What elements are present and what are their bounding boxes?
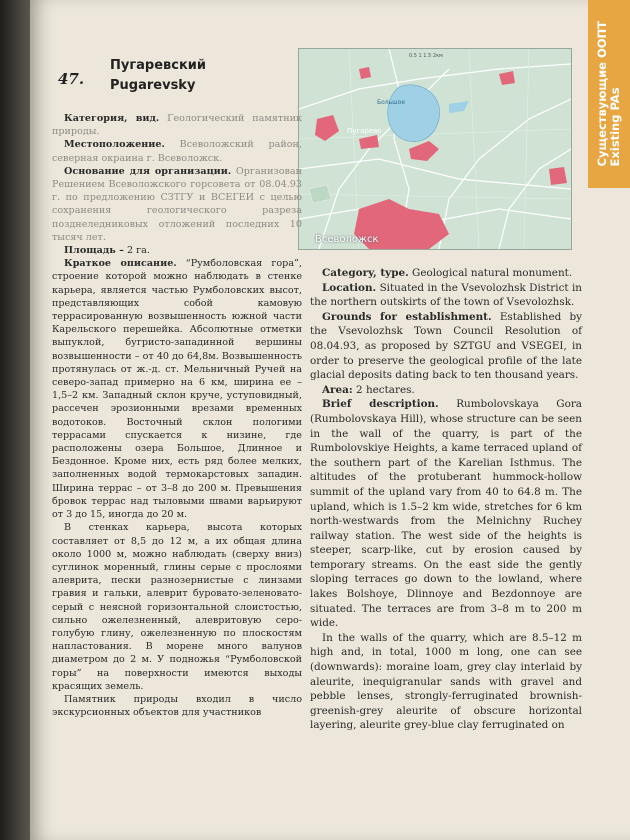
location-map [298,48,572,250]
book-spine-edge [0,0,30,840]
map-village-label: Пугарево [347,127,382,135]
section-tab-text: Существующие ООПТ Existing PAs [595,21,622,167]
map-city-label: Всеволожск [315,234,379,245]
ru-quarry-paragraph: В стенках карьера, высота которых составляет от 8,5 до 12 м, а их общая длина около 1000 м, можно наблюдать (сверху вниз) суглинок моренный, глины серые с прослоями алеврита, пески разнозернистые с линзами гравия и гальки, алеврит буровато-зеленовато-серый с неясной горизонтальной слоистостью, сильно ожелезненный, алевритовую серо-голубую глину, ожелезненную по плоскостям напластования. В морене много валунов диаметром до 2 м. У подножья “Румболовской горы” на поверхности имеются выходы красящих земель. [52,522,302,692]
en-location: Location. Situated in the Vsevolozhsk District in the northern outskirts of the town of Vsevolozhsk. [310,281,582,309]
english-text-column [310,266,582,733]
ru-excursion-paragraph: Памятник природы входил в число экскурсионных объектов для участников [52,693,302,719]
en-description: Brief description. Rumbolovskaya Gora (Rumbolovskaya Hill), whose structure can be seen in the wall of the quarry, is part of the Rumbolovskiye Heights, a kame terraced upland of the southern part of the Karelian Isthmus. The altitudes of the protuberant hummock-hollow summit of the upland vary from 40 to 64.8 m. The upland, which is 1.5–2 km wide, stretches for 6 km north-westwards from the Melnichny Ruchey railway station. The west side of the heights is steeper, scarp-like, cut by erosion caused by temporary streams. On the east side the gently sloping terraces go down to the lowland, where lakes Bolshoye, Dlinnoye and Bezdonnoye are situated. The terraces are from 3–8 m to 200 m wide. [310,398,583,630]
map-scale-label: 0.5 1 1.5 2км [409,53,443,59]
entry-title-en: Pugarevsky [110,78,196,93]
ru-area: Площадь – 2 га. [64,245,150,257]
book-page [30,0,630,840]
en-category: Category, type. Geological natural monument. [322,267,573,279]
ru-description: Краткое описание. “Румболовская гора”, строение которой можно наблюдать в стенке карьера, является частью Румболовских высот, представляющих собой камовую террасированную возвышенность южной части Карельского перешейка. Абсолютные отметки выпуклой, бугристо-западинной вершины возвышенности – от 40 до 64,8м. Возвышенность протянулась от ж.-д. ст. Мельничный Ручей на северо-запад примерно на 6 км, ширина ее – 1,5–2 км. Западный склон круче, уступовидный, рассечен эрозионными врезами временных водотоков. Восточный склон пологими террасами спускается к низине, где расположены озера Большое, Длинное и Бездонное. Кроме них, есть ряд более мелких, заполненных водой термокарстовых западин. Ширина террас – от 3–8 до 200 м. Превышения бровок террас над тыловыми швами варьируют от 3 до 15, иногда до 20 м. [52,258,302,521]
entry-number: 47. [58,70,85,88]
map-graphic [299,49,571,249]
ru-category: Категория, вид. Геологический памятник природы. [52,113,302,138]
en-grounds: Grounds for establishment. Established by the Vsevolozhsk Town Council Resolution of 08.04.93, as proposed by SZTGU and VSEGEI, in order to preserve the geological profile of the late glacial deposits dating back to ten thousand years. [310,310,582,382]
russian-text-column [52,112,302,719]
map-lake-label: Большое [377,99,406,106]
ru-location: Местоположение. Всеволожский район, северная окраина г. Всеволожск. [52,139,302,164]
en-area: Area: 2 hectares. [322,383,415,396]
en-quarry-paragraph: In the walls of the quarry, which are 8.5–12 m high and, in total, 1000 m long, one can see (downwards): moraine loam, grey clay interlaid by aleurite, inequigranular sands with gravel and pebble lenses, strongly-ferruginated brownish-greenish-grey aleurite of obscure horizontal layering, aleurite grey-blue clay ferruginated on [310,631,582,732]
entry-title-ru: Пугаревский [110,58,207,73]
ru-grounds: Основание для организации. Организован Решением Всеволожского горсовета от 08.04.93 г. по предложению СЗТГУ и ВСЕГЕИ с целью сохранения геологического разреза позднеледниковых отложений последних 10 тысяч лет. [52,165,302,243]
section-tab [588,0,630,188]
